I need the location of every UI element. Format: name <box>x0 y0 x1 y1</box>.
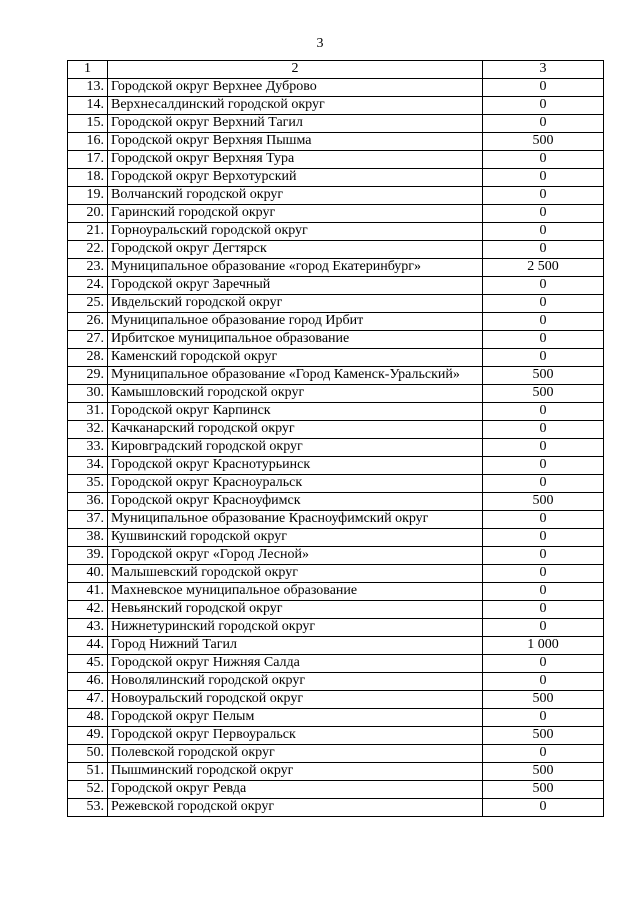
municipality-name: Городской округ Верхняя Пышма <box>108 133 483 151</box>
allocation-value: 0 <box>483 745 604 763</box>
row-number: 34. <box>68 457 108 475</box>
municipality-name: Городской округ Нижняя Салда <box>108 655 483 673</box>
table-row <box>68 97 604 115</box>
row-number: 38. <box>68 529 108 547</box>
header-col-2: 2 <box>108 61 483 79</box>
allocation-value: 2 500 <box>483 259 604 277</box>
row-number: 40. <box>68 565 108 583</box>
allocation-value: 0 <box>483 277 604 295</box>
table-row <box>68 151 604 169</box>
table-row <box>68 439 604 457</box>
municipality-name: Ирбитское муниципальное образование <box>108 331 483 349</box>
allocation-value: 0 <box>483 205 604 223</box>
table-row <box>68 457 604 475</box>
table-row <box>68 385 604 403</box>
allocation-value: 0 <box>483 79 604 97</box>
allocation-value: 500 <box>483 763 604 781</box>
municipality-name: Городской округ Заречный <box>108 277 483 295</box>
row-number: 14. <box>68 97 108 115</box>
municipality-name: Муниципальное образование «город Екатеринбург» <box>108 259 483 277</box>
allocation-value: 500 <box>483 133 604 151</box>
allocation-value: 0 <box>483 421 604 439</box>
row-number: 52. <box>68 781 108 799</box>
row-number: 41. <box>68 583 108 601</box>
table-row <box>68 313 604 331</box>
allocation-value: 0 <box>483 799 604 817</box>
row-number: 47. <box>68 691 108 709</box>
allocation-value: 0 <box>483 673 604 691</box>
allocation-value: 500 <box>483 781 604 799</box>
table-row <box>68 637 604 655</box>
row-number: 23. <box>68 259 108 277</box>
allocation-value: 0 <box>483 583 604 601</box>
header-col-3: 3 <box>483 61 604 79</box>
allocation-value: 500 <box>483 367 604 385</box>
table-row <box>68 367 604 385</box>
row-number: 15. <box>68 115 108 133</box>
municipality-name: Городской округ Пелым <box>108 709 483 727</box>
allocation-value: 0 <box>483 655 604 673</box>
table-row <box>68 583 604 601</box>
row-number: 37. <box>68 511 108 529</box>
municipality-name: Городской округ Ревда <box>108 781 483 799</box>
row-number: 32. <box>68 421 108 439</box>
table-row <box>68 241 604 259</box>
municipality-name: Городской округ Краснотурьинск <box>108 457 483 475</box>
table-row <box>68 511 604 529</box>
table-row <box>68 799 604 817</box>
table-row <box>68 601 604 619</box>
municipality-name: Каменский городской округ <box>108 349 483 367</box>
allocation-value: 0 <box>483 619 604 637</box>
municipality-name: Городской округ Верхний Тагил <box>108 115 483 133</box>
table-row <box>68 133 604 151</box>
municipality-name: Малышевский городской округ <box>108 565 483 583</box>
municipality-name: Кушвинский городской округ <box>108 529 483 547</box>
table-row <box>68 727 604 745</box>
table-row <box>68 781 604 799</box>
allocation-value: 0 <box>483 529 604 547</box>
municipality-name: Городской округ Дегтярск <box>108 241 483 259</box>
allocation-table <box>67 60 604 817</box>
municipality-name: Новоуральский городской округ <box>108 691 483 709</box>
table-row <box>68 349 604 367</box>
allocation-value: 0 <box>483 295 604 313</box>
allocation-value: 0 <box>483 349 604 367</box>
municipality-name: Городской округ Карпинск <box>108 403 483 421</box>
table-row <box>68 403 604 421</box>
table-row <box>68 259 604 277</box>
allocation-value: 0 <box>483 709 604 727</box>
row-number: 30. <box>68 385 108 403</box>
allocation-value: 0 <box>483 457 604 475</box>
municipality-name: Гаринский городской округ <box>108 205 483 223</box>
municipality-name: Городской округ Первоуральск <box>108 727 483 745</box>
table-row <box>68 529 604 547</box>
allocation-value: 0 <box>483 601 604 619</box>
municipality-name: Кировградский городской округ <box>108 439 483 457</box>
table-row <box>68 115 604 133</box>
row-number: 17. <box>68 151 108 169</box>
table-row <box>68 223 604 241</box>
municipality-name: Нижнетуринский городской округ <box>108 619 483 637</box>
allocation-value: 0 <box>483 313 604 331</box>
row-number: 42. <box>68 601 108 619</box>
table-row <box>68 277 604 295</box>
allocation-value: 0 <box>483 241 604 259</box>
municipality-name: Новолялинский городской округ <box>108 673 483 691</box>
municipality-name: Качканарский городской округ <box>108 421 483 439</box>
allocation-value: 0 <box>483 223 604 241</box>
municipality-name: Городской округ Верхняя Тура <box>108 151 483 169</box>
row-number: 36. <box>68 493 108 511</box>
table-row <box>68 619 604 637</box>
page-number: 3 <box>316 36 324 51</box>
municipality-name: Муниципальное образование «Город Каменск-Уральский» <box>108 367 483 385</box>
allocation-value: 0 <box>483 151 604 169</box>
municipality-name: Горноуральский городской округ <box>108 223 483 241</box>
row-number: 21. <box>68 223 108 241</box>
table-row <box>68 565 604 583</box>
table-row <box>68 493 604 511</box>
table-row <box>68 709 604 727</box>
municipality-name: Муниципальное образование город Ирбит <box>108 313 483 331</box>
row-number: 16. <box>68 133 108 151</box>
table-row <box>68 691 604 709</box>
row-number: 26. <box>68 313 108 331</box>
allocation-value: 500 <box>483 691 604 709</box>
municipality-name: Волчанский городской округ <box>108 187 483 205</box>
allocation-value: 500 <box>483 727 604 745</box>
row-number: 18. <box>68 169 108 187</box>
row-number: 20. <box>68 205 108 223</box>
table-row <box>68 205 604 223</box>
row-number: 48. <box>68 709 108 727</box>
municipality-name: Камышловский городской округ <box>108 385 483 403</box>
municipality-name: Невьянский городской округ <box>108 601 483 619</box>
row-number: 44. <box>68 637 108 655</box>
municipality-name: Режевской городской округ <box>108 799 483 817</box>
row-number: 33. <box>68 439 108 457</box>
row-number: 25. <box>68 295 108 313</box>
row-number: 13. <box>68 79 108 97</box>
table-row <box>68 295 604 313</box>
allocation-value: 500 <box>483 385 604 403</box>
row-number: 49. <box>68 727 108 745</box>
row-number: 29. <box>68 367 108 385</box>
municipality-name: Городской округ Верхнее Дуброво <box>108 79 483 97</box>
municipality-name: Городской округ Верхотурский <box>108 169 483 187</box>
municipality-name: Верхнесалдинский городской округ <box>108 97 483 115</box>
table-row <box>68 187 604 205</box>
table-row <box>68 673 604 691</box>
row-number: 50. <box>68 745 108 763</box>
allocation-value: 500 <box>483 493 604 511</box>
municipality-name: Пышминский городской округ <box>108 763 483 781</box>
row-number: 46. <box>68 673 108 691</box>
table-row <box>68 745 604 763</box>
row-number: 53. <box>68 799 108 817</box>
table-row <box>68 331 604 349</box>
municipality-name: Ивдельский городской округ <box>108 295 483 313</box>
table-row <box>68 763 604 781</box>
table-row <box>68 475 604 493</box>
table-row <box>68 547 604 565</box>
allocation-value: 0 <box>483 331 604 349</box>
municipality-name: Городской округ «Город Лесной» <box>108 547 483 565</box>
table-row <box>68 655 604 673</box>
allocation-value: 0 <box>483 403 604 421</box>
allocation-value: 0 <box>483 169 604 187</box>
allocation-value: 0 <box>483 97 604 115</box>
table-row <box>68 79 604 97</box>
allocation-value: 1 000 <box>483 637 604 655</box>
municipality-name: Город Нижний Тагил <box>108 637 483 655</box>
municipality-name: Городской округ Красноуфимск <box>108 493 483 511</box>
table-header-row <box>68 61 604 79</box>
row-number: 31. <box>68 403 108 421</box>
row-number: 35. <box>68 475 108 493</box>
row-number: 45. <box>68 655 108 673</box>
allocation-value: 0 <box>483 115 604 133</box>
municipality-name: Полевской городской округ <box>108 745 483 763</box>
row-number: 28. <box>68 349 108 367</box>
row-number: 51. <box>68 763 108 781</box>
row-number: 22. <box>68 241 108 259</box>
header-col-1: 1 <box>68 61 108 79</box>
row-number: 24. <box>68 277 108 295</box>
row-number: 19. <box>68 187 108 205</box>
allocation-value: 0 <box>483 475 604 493</box>
allocation-value: 0 <box>483 187 604 205</box>
municipality-name: Муниципальное образование Красноуфимский округ <box>108 511 483 529</box>
row-number: 39. <box>68 547 108 565</box>
allocation-value: 0 <box>483 547 604 565</box>
allocation-value: 0 <box>483 511 604 529</box>
row-number: 27. <box>68 331 108 349</box>
row-number: 43. <box>68 619 108 637</box>
allocation-value: 0 <box>483 565 604 583</box>
municipality-name: Махневское муниципальное образование <box>108 583 483 601</box>
table-row <box>68 421 604 439</box>
table-body <box>68 61 604 817</box>
allocation-value: 0 <box>483 439 604 457</box>
municipality-name: Городской округ Красноуральск <box>108 475 483 493</box>
table-row <box>68 169 604 187</box>
